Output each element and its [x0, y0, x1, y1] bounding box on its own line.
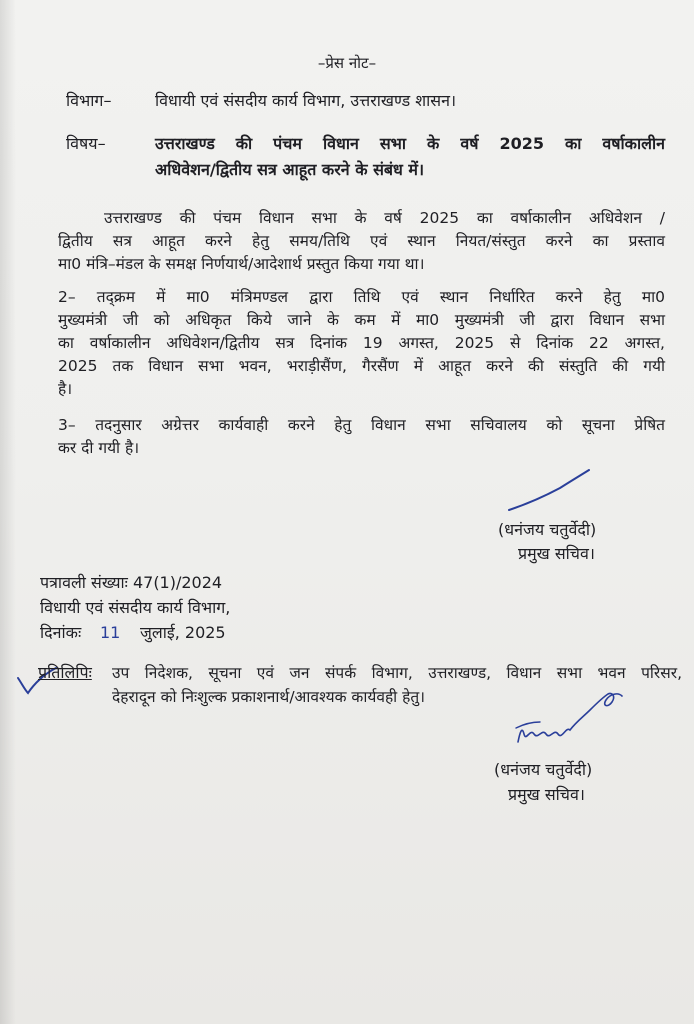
para2-line-1: 2– तद्क्रम में मा0 मंत्रिमण्डल द्वारा तिथि एवं स्थान निर्धारित करने हेतु मा0 — [58, 288, 665, 306]
file-date-label: दिनांकः — [40, 623, 82, 642]
press-note-heading: –प्रेस नोट– — [317, 54, 377, 72]
para3-line-2: कर दी गयी है। — [58, 439, 140, 457]
para1-line-2: द्वितीय सत्र आहूत करने हेतु समय/तिथि एवं स्थान नियत/संस्तुत करने का प्रस्ताव — [58, 232, 665, 250]
subject-label: विषय– — [66, 134, 106, 153]
page-edge-shadow — [0, 0, 16, 1024]
para2-line-2: मुख्यमंत्री जी को अधिकृत किये जाने के कम में मा0 मुख्यमंत्री जी द्वारा विधान सभा — [58, 311, 665, 329]
signatory-name-2: (धनंजय चतुर्वेदी) — [494, 760, 593, 779]
copy-line-2: देहरादून को निःशुल्क प्रकाशनार्थ/आवश्यक कार्यवही हेतु। — [112, 688, 426, 706]
copy-line-1: उप निदेशक, सूचना एवं जन संपर्क विभाग, उत्तराखण्ड, विधान सभा भवन परिसर, — [112, 664, 682, 682]
department-label: विभाग– — [66, 91, 112, 110]
para2-line-5: है। — [58, 380, 73, 398]
signatory-designation-1: प्रमुख सचिव। — [518, 544, 595, 563]
signatory-designation-2: प्रमुख सचिव। — [508, 785, 585, 804]
para2-line-4: 2025 तक विधान सभा भवन, भराड़ीसैंण, गैरसैंण में आहूत करने की संस्तुति की गयी — [58, 357, 665, 375]
para1-line-1: उत्तराखण्ड की पंचम विधान सभा के वर्ष 2025 का वर्षाकालीन अधिवेशन / — [104, 209, 665, 227]
file-department: विधायी एवं संसदीय कार्य विभाग, — [40, 598, 231, 617]
para2-line-3: का वर्षाकालीन अधिवेशन/द्वितीय सत्र दिनांक 19 अगस्त, 2025 से दिनांक 22 अगस्त, — [58, 334, 665, 352]
signature-stroke-1 — [505, 468, 595, 514]
subject-line-1: उत्तराखण्ड की पंचम विधान सभा के वर्ष 2025 का वर्षाकालीन — [155, 134, 665, 153]
para1-line-3: मा0 मंत्रि–मंडल के समक्ष निर्णयार्थ/आदेशार्थ प्रस्तुत किया गया था। — [58, 255, 425, 273]
department-value: विधायी एवं संसदीय कार्य विभाग, उत्तराखण्ड शासन। — [155, 91, 457, 110]
signatory-name-1: (धनंजय चतुर्वेदी) — [498, 520, 597, 539]
subject-line-2: अधिवेशन/द्वितीय सत्र आहूत करने के संबंध में। — [155, 160, 425, 179]
para3-line-1: 3– तदनुसार अग्रेत्तर कार्यवाही करने हेतु विधान सभा सचिवालय को सूचना प्रेषित — [58, 416, 665, 434]
copy-label: प्रतिलिपिः — [38, 663, 92, 682]
file-number: पत्रावली संख्याः 47(1)/2024 — [40, 573, 223, 592]
file-date-day: 11 — [100, 623, 121, 642]
handwritten-signature-2 — [510, 688, 630, 750]
file-date-rest: जुलाई, 2025 — [140, 623, 226, 642]
